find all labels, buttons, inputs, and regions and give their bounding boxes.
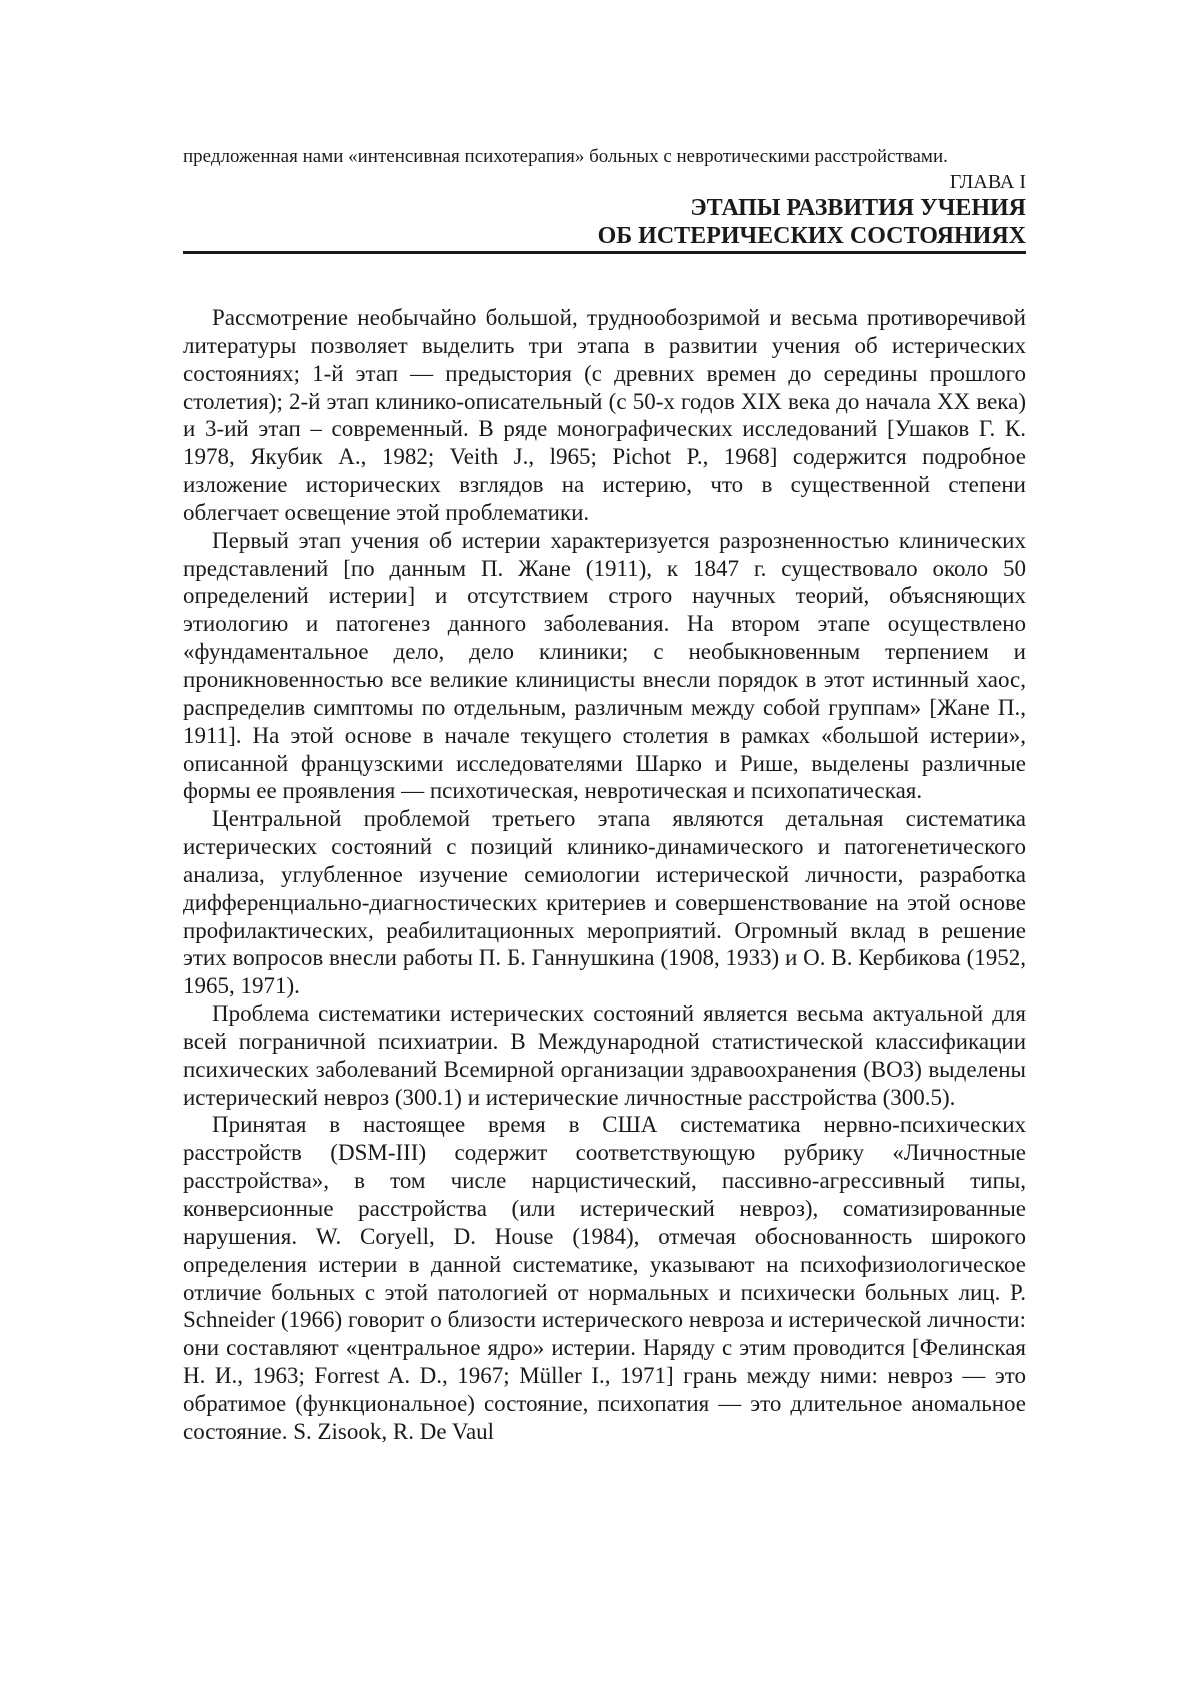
paragraph-5: Принятая в настоящее время в США систематика нервно-психических расстройств (DSM-III) содержит соответствующую рубрику «Личностные расстройства», в том числе нарцистический, пассивно-агрессивный типы, конверсионные расстройства (или истерический невроз), соматизированные нарушения. W. Coryell, D. House (1984), отмечая обоснованность широкого определения истерии в данной систематике, указывают на психофизиологическое отличие больных с этой патологией от нормальных и психически больных лиц. P. Schneider (1966) говорит о близости истерического невроза и истерической личности: они составляют «центральное ядро» истерии. Наряду с этим проводится [Фелинская Н. И., 1963; Forrest A. D., 1967; Müller I., 1971] грань между ними: невроз — это обратимое (функциональное) состояние, психопатия — это длительное аномальное состояние. S. Zisook, R. De Vaul — [183, 1112, 1026, 1444]
paragraph-3: Центральной проблемой третьего этапа являются детальная систематика истерических состояний с позиций клинико-динамического и патогенетического анализа, углубленное изучение семиологии истерической личности, разработка дифференциально-диагностических критериев и совершенствование на этой основе профилактических, реабилитационных мероприятий. Огромный вклад в решение этих вопросов внесли работы П. Б. Ганнушкина (1908, 1933) и О. В. Кербикова (1952, 1965, 1971). — [183, 806, 1026, 999]
chapter-title-line-1: ЭТАПЫ РАЗВИТИЯ УЧЕНИЯ — [690, 195, 1026, 221]
paragraph-1: Рассмотрение необычайно большой, труднообозримой и весьма противоречивой литературы позволяет выделить три этапа в развитии учения об истерических состояниях; 1-й этап — предыстория (с древних времен до середины прошлого столетия); 2-й этап клинико-описательный (с 50-х годов XIX века до начала XX века) и 3-ий этап – современный. В ряде монографических исследований [Ушаков Г. К. 1978, Якубик А., 1982; Veith J., l965; Pichot P., 1968] содержится подробное изложение исторических взглядов на истерию, что в существенной степени облегчает освещение этой проблематики. — [183, 305, 1026, 525]
chapter-label: ГЛАВА I — [949, 171, 1026, 193]
paragraph-2: Первый этап учения об истерии характеризуется разрозненностью клинических представлений [по данным П. Жане (1911), к 1847 г. существовало около 50 определений истерии] и отсутствием строго научных теорий, объясняющих этиологию и патогенез данного заболевания. На втором этапе осуществлено «фундаментальное дело, дело клиники; с необыкновенным терпением и проникновенностью все великие клиницисты внесли порядок в этот истинный хаос, распределив симптомы по отдельным, различным между собой группам» [Жане П., 1911]. На этой основе в начале текущего столетия в рамках «большой истерии», описанной французскими исследователями Шарко и Рише, выделены различные формы ее проявления — психотическая, невротическая и психопатическая. — [183, 527, 1026, 804]
chapter-title-line-2: ОБ ИСТЕРИЧЕСКИХ СОСТОЯНИЯХ — [597, 223, 1026, 249]
lead-line: предложенная нами «интенсивная психотерапия» больных с невротическими расстройствами. — [183, 146, 948, 167]
body-text — [183, 304, 1026, 1446]
paragraph-4: Проблема систематики истерических состояний является весьма актуальной для всей пограничной психиатрии. В Международной статистической классификации психических заболеваний Всемирной организации здравоохранения (ВОЗ) выделены истерический невроз (300.1) и истерические личностные расстройства (300.5). — [183, 1001, 1026, 1110]
chapter-title — [183, 194, 1026, 250]
title-rule — [183, 251, 1026, 254]
